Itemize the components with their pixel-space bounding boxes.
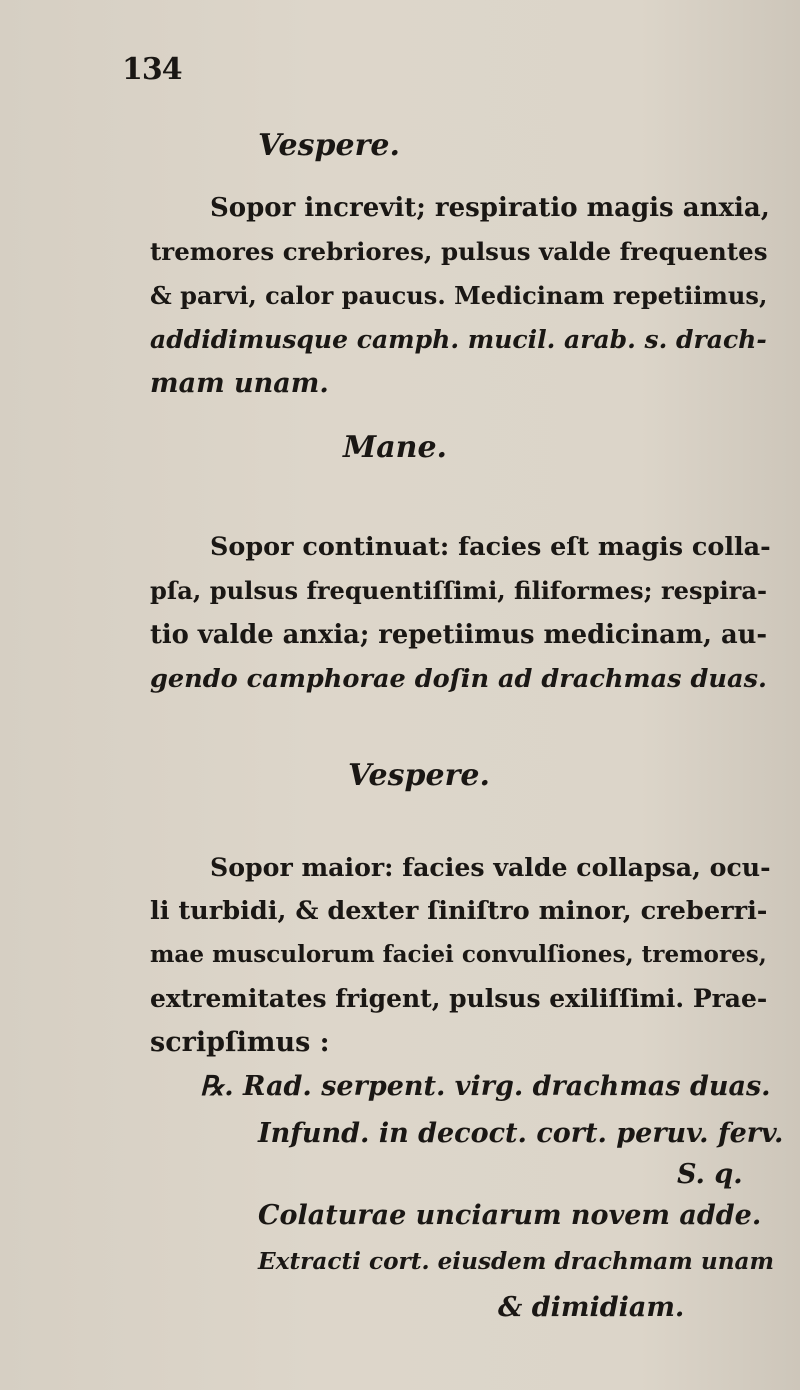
paragraph-2 [150,525,780,701]
paragraph-line: addidimusque camph. mucil. arab. s. drach- [150,325,767,354]
section-heading-vespere-2: Vespere. [348,758,490,793]
paragraph-line: scripſimus : [150,1027,330,1058]
prescription-line-4: Colaturae unciarum novem adde. [258,1200,762,1231]
paragraph-line: pſa, pulsus frequentiſſimi, filiformes; respira- [150,576,768,605]
paragraph-line: extremitates frigent, pulsus exiliſſimi. Prae- [150,984,768,1013]
prescription-line-6: & dimidiam. [498,1292,685,1323]
paragraph-line: Sopor increvit; respiratio magis anxia, [210,193,770,223]
page-number: 134 [122,52,182,87]
paragraph-line: mam unam. [150,368,329,399]
paragraph-line: Sopor continuat: facies eſt magis colla- [210,532,771,562]
paragraph-1 [150,186,780,406]
prescription-line-3: S. q. [677,1159,743,1190]
paragraph-line: mae musculorum faciei convulſiones, tremores, [150,941,767,968]
paragraph-line: gendo camphorae doſin ad drachmas duas. [150,664,767,694]
paragraph-3 [150,845,780,1065]
prescription-line-2: Infund. in decoct. cort. peruv. ferv. [258,1118,784,1149]
section-heading-mane: Mane. [343,430,447,465]
paragraph-line: & parvi, calor paucus. Medicinam repetiimus, [150,281,768,310]
paragraph-line: tio valde anxia; repetiimus medicinam, au- [150,620,768,650]
paragraph-line: tremores crebriores, pulsus valde frequentes [150,237,768,266]
paragraph-line: li turbidi, & dexter ſiniſtro minor, creberri- [150,896,768,926]
paragraph-line: Sopor maior: facies valde collapsa, ocu- [210,852,771,882]
prescription-line-1: ℞. Rad. serpent. virg. drachmas duas. [200,1071,771,1102]
prescription-line-5: Extracti cort. eiusdem drachmam unam [258,1248,775,1275]
section-heading-vespere-1: Vespere. [258,128,400,163]
